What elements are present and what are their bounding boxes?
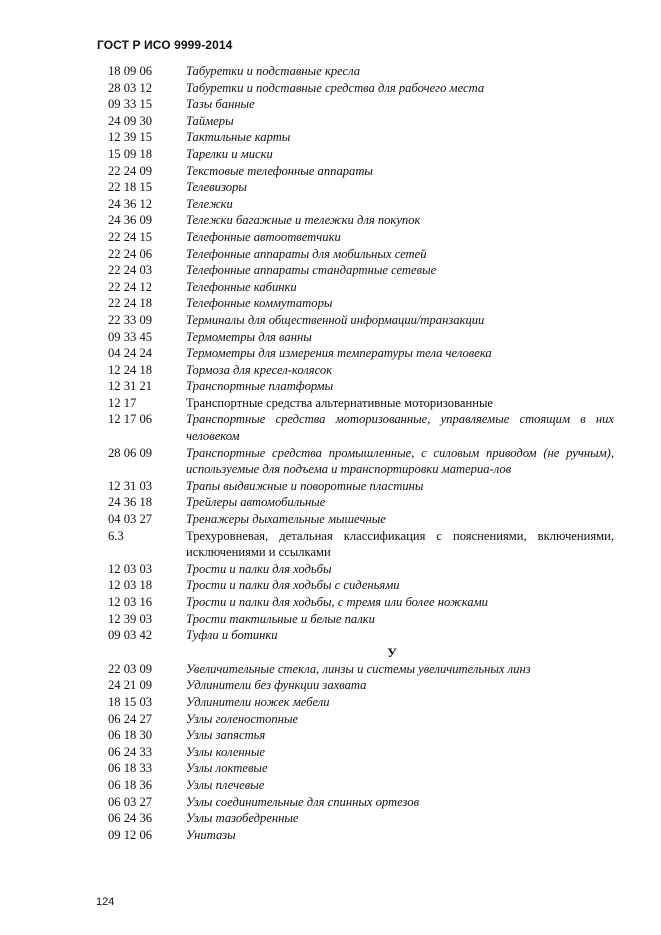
index-entry (108, 711, 614, 728)
entry-term: Трехуровневая, детальная классификация с пояснениями, включениями, исключениями и ссылками (186, 528, 614, 560)
entry-term: Трости и палки для ходьбы, с тремя или более ножками (186, 595, 488, 609)
entry-term: Узлы локтевые (186, 761, 268, 776)
entry-code: 04 24 24 (108, 346, 153, 361)
index-entry (108, 196, 614, 213)
entry-code: 28 03 12 (108, 80, 153, 95)
entry-term: Транспортные платформы (186, 379, 334, 394)
index-entry (108, 760, 614, 777)
entry-term: Табуретки и подставные кресла (186, 64, 361, 78)
index-group-t (108, 63, 614, 644)
entry-code: 24 36 09 (108, 213, 153, 228)
entry-code: 28 06 09 (108, 445, 153, 460)
entry-code: 12 03 18 (108, 578, 153, 593)
entry-code: 12 31 21 (108, 379, 153, 394)
index-entry (108, 744, 614, 761)
entry-term: Трапы выдвижные и поворотные пластины (186, 478, 424, 493)
entry-term: Табуретки и подставные средства для рабочего места (186, 80, 485, 95)
index-entry (108, 577, 614, 594)
index-entry (108, 113, 614, 130)
index-entry (108, 80, 614, 97)
index-entry (108, 528, 614, 561)
entry-term: Узлы коленные (186, 744, 266, 759)
index-entry (108, 594, 614, 611)
entry-code: 12 39 15 (108, 130, 153, 145)
entry-code: 22 24 15 (108, 229, 153, 244)
entry-code: 18 09 06 (108, 64, 153, 78)
entry-term: Телефонные коммутаторы (186, 296, 333, 311)
entry-term: Термометры для ванны (186, 329, 312, 344)
index-entry (108, 212, 614, 229)
entry-code: 09 12 06 (108, 827, 153, 842)
entry-code: 22 24 09 (108, 163, 153, 178)
entry-term: Телефонные аппараты для мобильных сетей (186, 246, 427, 261)
entry-term: Тазы банные (186, 97, 255, 112)
entry-term: Тактильные карты (186, 130, 291, 145)
index-entry (108, 627, 614, 644)
index-entry (108, 378, 614, 395)
entry-term: Узлы голеностопные (186, 711, 299, 726)
entry-code: 04 03 27 (108, 512, 153, 527)
entry-code: 06 18 36 (108, 777, 153, 792)
entry-term: Тележки (186, 196, 233, 211)
entry-code: 22 24 03 (108, 263, 153, 278)
index-entry (108, 262, 614, 279)
index-entry (108, 694, 614, 711)
document-header: ГОСТ Р ИСО 9999-2014 (97, 38, 233, 52)
entry-term: Увеличительные стекла, линзы и системы увеличительных линз (186, 661, 531, 676)
entry-code: 12 39 03 (108, 611, 153, 626)
entry-term: Телевизоры (186, 180, 247, 195)
entry-term: Трости и палки для ходьбы (186, 561, 332, 576)
entry-term: Унитазы (186, 827, 236, 842)
entry-code: 22 24 06 (108, 246, 153, 261)
entry-term: Телефонные автоответчики (186, 229, 341, 244)
entry-term: Текстовые телефонные аппараты (186, 163, 373, 178)
entry-code: 06 18 33 (108, 761, 153, 776)
entry-term: Термометры для измерения температуры тела человека (186, 346, 492, 361)
entry-code: 09 03 42 (108, 628, 153, 643)
index-entry (108, 561, 614, 578)
entry-term: Телефонные кабинки (186, 279, 297, 294)
entry-code: 18 15 03 (108, 694, 153, 709)
index-entry (108, 478, 614, 495)
entry-code: 24 21 09 (108, 678, 153, 693)
entry-code: 22 03 09 (108, 661, 153, 676)
entry-term: Удлинители без функции захвата (186, 678, 367, 693)
entry-term: Узлы тазобедренные (186, 811, 299, 826)
index-entry (108, 163, 614, 180)
entry-code: 24 36 18 (108, 495, 153, 510)
entry-term: Трейлеры автомобильные (186, 495, 326, 510)
index-list (108, 63, 614, 843)
index-entry (108, 345, 614, 362)
entry-term: Терминалы для общественной информации/транзакции (186, 312, 485, 327)
index-entry (108, 312, 614, 329)
entry-code: 12 31 03 (108, 478, 153, 493)
entry-code: 12 17 (108, 395, 137, 410)
entry-term: Трости тактильные и белые палки (186, 611, 375, 626)
entry-code: 06 24 36 (108, 811, 153, 826)
entry-code: 15 09 18 (108, 146, 153, 161)
entry-code: 6.3 (108, 528, 124, 543)
index-entry (108, 96, 614, 113)
entry-code: 22 24 12 (108, 279, 153, 294)
index-entry (108, 362, 614, 379)
entry-code: 12 03 03 (108, 561, 153, 576)
entry-term: Трости и палки для ходьбы с сиденьями (186, 578, 400, 593)
entry-term: Таймеры (186, 113, 234, 128)
index-entry (108, 777, 614, 794)
index-entry (108, 295, 614, 312)
entry-term: Тележки багажные и тележки для покупок (186, 213, 421, 228)
entry-term: Транспортные средства моторизованные, управляемые стоящим в них человеком (186, 412, 614, 444)
entry-code: 12 17 06 (108, 412, 153, 427)
entry-term: Телефонные аппараты стандартные сетевые (186, 263, 437, 278)
entry-code: 06 24 27 (108, 711, 153, 726)
index-entry (108, 661, 614, 678)
entry-code: 06 03 27 (108, 794, 153, 809)
index-entry (108, 411, 614, 444)
entry-term: Узлы соединительные для спинных ортезов (186, 794, 420, 809)
entry-term: Тормоза для кресел-колясок (186, 362, 333, 377)
index-entry (108, 810, 614, 827)
entry-code: 09 33 15 (108, 97, 153, 112)
entry-code: 06 24 33 (108, 744, 153, 759)
index-entry (108, 279, 614, 296)
index-entry (108, 395, 614, 412)
entry-term: Узлы запястья (186, 728, 266, 743)
index-entry (108, 445, 614, 478)
index-group-u (108, 661, 614, 844)
entry-term: Туфли и ботинки (186, 628, 278, 643)
entry-term: Узлы плечевые (186, 777, 265, 792)
index-entry (108, 611, 614, 628)
entry-term: Тарелки и миски (186, 146, 273, 161)
entry-code: 24 09 30 (108, 113, 153, 128)
entry-code: 22 24 18 (108, 296, 153, 311)
entry-code: 09 33 45 (108, 329, 153, 344)
index-entry (108, 827, 614, 844)
entry-code: 22 18 15 (108, 180, 153, 195)
index-entry (108, 229, 614, 246)
entry-code: 12 03 16 (108, 595, 153, 609)
index-entry (108, 677, 614, 694)
index-entry (108, 494, 614, 511)
page-number: 124 (96, 896, 115, 908)
entry-code: 22 33 09 (108, 312, 153, 327)
entry-code: 06 18 30 (108, 728, 153, 743)
index-entry (108, 794, 614, 811)
index-entry (108, 727, 614, 744)
index-entry (108, 146, 614, 163)
index-entry (108, 511, 614, 528)
entry-code: 12 24 18 (108, 362, 153, 377)
index-entry (108, 63, 614, 80)
index-entry (108, 129, 614, 146)
index-entry (108, 179, 614, 196)
index-entry (108, 329, 614, 346)
entry-term: Транспортные средства промышленные, с силовым приводом (не ручным), используемые для подъема и транспортировки материа-лов (186, 445, 614, 477)
entry-term: Удлинители ножек мебели (186, 694, 330, 709)
section-letter: У (387, 644, 397, 660)
entry-code: 24 36 12 (108, 196, 153, 211)
index-entry (108, 246, 614, 263)
entry-term: Транспортные средства альтернативные моторизованные (186, 395, 494, 410)
entry-term: Тренажеры дыхательные мышечные (186, 512, 386, 527)
